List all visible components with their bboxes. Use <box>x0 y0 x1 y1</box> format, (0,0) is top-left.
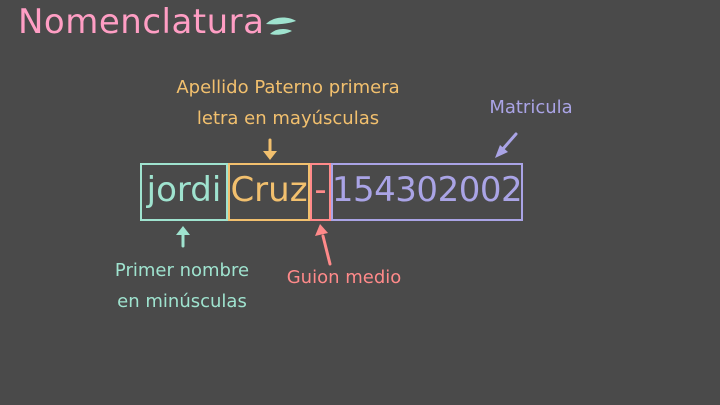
first-name-token: jordi <box>146 170 222 210</box>
first-name-label-line-2: en minúsculas <box>117 291 247 312</box>
first-name-arrow <box>176 226 190 246</box>
dash-label-line-1: Guion medio <box>286 267 402 288</box>
dash-arrow <box>315 224 330 264</box>
last-name-label-line-2: letra en mayúsculas <box>196 108 380 129</box>
first-name-label <box>92 255 272 317</box>
id-token: 154302002 <box>331 170 523 210</box>
id-label <box>472 92 590 123</box>
leaf-swoosh-icon <box>262 12 298 40</box>
last-name-arrow <box>263 140 277 160</box>
dash-token: - <box>314 170 327 210</box>
last-name-label <box>148 72 428 134</box>
dash-label <box>272 262 416 293</box>
last-name-token: Cruz <box>230 170 308 210</box>
id-arrow <box>495 134 516 158</box>
last-name-label-line-1: Apellido Paterno primera <box>176 77 400 98</box>
first-name-label-line-1: Primer nombre <box>114 260 250 281</box>
id-label-line-1: Matricula <box>489 97 573 118</box>
page-title: Nomenclatura <box>18 2 265 42</box>
